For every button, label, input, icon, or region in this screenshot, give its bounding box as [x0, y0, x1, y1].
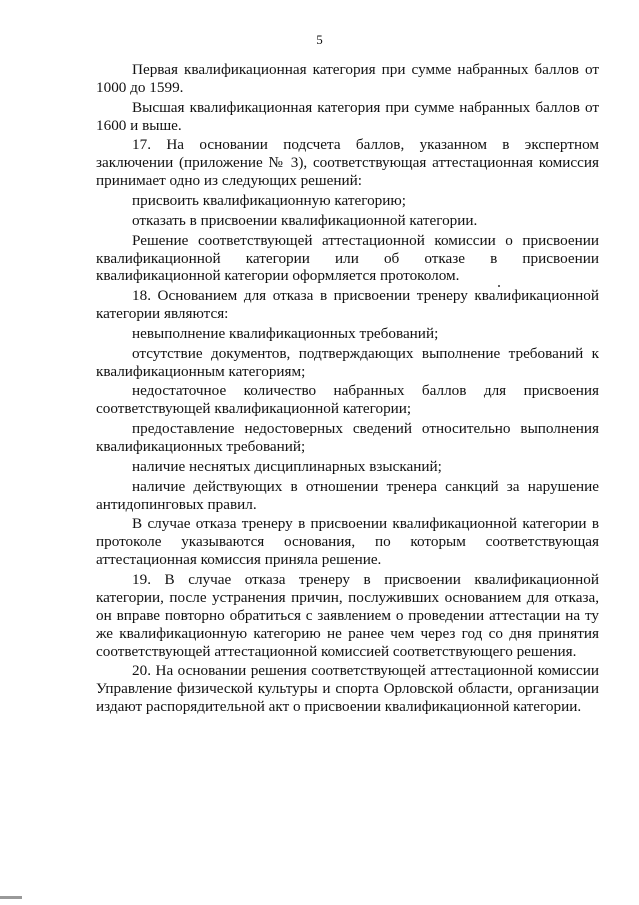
- paragraph-reason-false-info: предоставление недостоверных сведений относительно выполнения квалификационных требований;: [96, 420, 599, 456]
- page-number: 5: [316, 32, 323, 47]
- paragraph-decision-refuse: отказать в присвоении квалификационной категории.: [132, 211, 478, 229]
- document-body: [96, 61, 599, 718]
- paragraph-reason-points: недостаточное количество набранных баллов для присвоения соответствующей квалификационной категории;: [96, 382, 599, 418]
- scan-edge-mark: [0, 896, 22, 899]
- paragraph-item-19: 19. В случае отказа тренеру в присвоении квалификационной категории, после устранения причин, послуживших основанием для отказа, он вправе повторно обратиться с заявлением о проведении аттестации на ту же квалификационную категорию не ранее чем через год со дня принятия соответствующей аттестационной комиссией соответствующего решения.: [96, 570, 599, 660]
- paragraph-item-20: 20. На основании решения соответствующей аттестационной комиссии Управление физической культуры и спорта Орловской области, организации издают распорядительной акт о присвоении квалификационной категории.: [96, 662, 599, 716]
- paragraph-highest-category: Высшая квалификационная категория при сумме набранных баллов от 1600 и выше.: [96, 98, 599, 134]
- paragraph-decision-protocol: Решение соответствующей аттестационной комиссии о присвоении квалификационной категории или об отказе в присвоении квалификационной категории оформляется протоколом.: [96, 231, 599, 285]
- paragraph-item-18: 18. Основанием для отказа в присвоении тренеру квалификационной категории являются:: [96, 287, 599, 323]
- paragraph-decision-assign: присвоить квалификационную категорию;: [132, 192, 406, 210]
- paragraph-reason-doping: наличие действующих в отношении тренера санкций за нарушение антидопинговых правил.: [96, 477, 599, 513]
- paragraph-reason-requirements: невыполнение квалификационных требований;: [132, 324, 439, 342]
- paragraph-first-category: Первая квалификационная категория при сумме набранных баллов от 1000 до 1599.: [96, 61, 599, 96]
- paragraph-reason-documents: отсутствие документов, подтверждающих выполнение требований к квалификационным категориям;: [96, 344, 599, 380]
- paragraph-item-17: 17. На основании подсчета баллов, указанном в экспертном заключении (приложение № 3), соответствующая аттестационная комиссия принимает одно из следующих решений:: [96, 136, 599, 190]
- paragraph-refusal-protocol: В случае отказа тренеру в присвоении квалификационной категории в протоколе указываются основания, по которым соответствующая аттестационная комиссия приняла решение.: [96, 515, 599, 569]
- paragraph-reason-disciplinary: наличие неснятых дисциплинарных взысканий;: [132, 457, 442, 475]
